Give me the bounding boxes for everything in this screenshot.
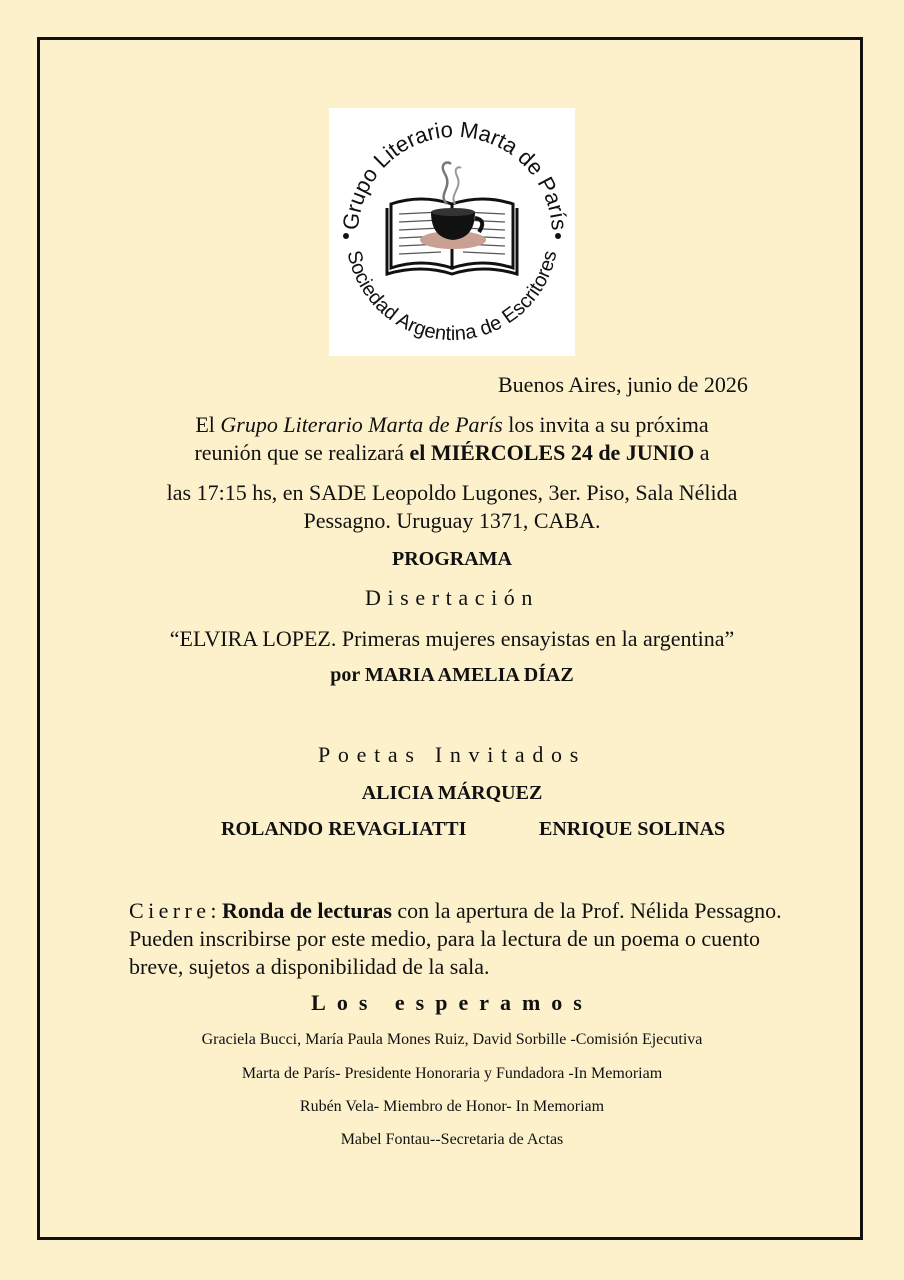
logo-ring-bottom: Sociedad Argentina de Escritores — [342, 248, 562, 346]
programa-heading: PROGRAMA — [392, 548, 512, 570]
talk-title: “ELVIRA LOPEZ. Primeras mujeres ensayistas en la argentina” — [169, 626, 735, 651]
poet-name: ENRIQUE SOLINAS — [539, 818, 726, 840]
credit-line: Graciela Bucci, María Paula Mones Ruiz, David Sorbille -Comisión Ejecutiva — [201, 1031, 703, 1048]
cierre-label: Cierre — [129, 898, 211, 923]
date-line: Buenos Aires, junio de 2026 — [498, 372, 748, 397]
intro-line-2: reunión que se realizará el MIÉRCOLES 24 de JUNIO a — [194, 440, 710, 465]
credit-line: Marta de París- Presidente Honoraria y Fundadora -In Memoriam — [241, 1065, 663, 1082]
cierre-bold: Ronda de lecturas — [222, 898, 392, 923]
credit-line: Mabel Fontau--Secretaria de Actas — [340, 1131, 564, 1148]
poet-name: ROLANDO REVAGLIATTI — [221, 818, 467, 840]
logo — [329, 108, 575, 356]
group-name: Grupo Literario Marta de París — [220, 412, 503, 437]
disertacion-label: Disertación — [364, 585, 539, 610]
book-coffee-cup-icon — [329, 108, 575, 356]
credit-line: Rubén Vela- Miembro de Honor- In Memoriam — [299, 1098, 605, 1115]
speaker: por MARIA AMELIA DÍAZ — [330, 664, 574, 686]
cierre-paragraph: Cierre: Ronda de lecturas con la apertura de la Prof. Nélida Pessagno. Pueden inscribirse por este medio, para la lectura de un poema o cuento breve, sujetos a disponibilidad de la sala. — [129, 898, 782, 979]
intro-line-3: las 17:15 hs, en SADE Leopoldo Lugones, 3er. Piso, Sala Nélida — [166, 480, 738, 505]
logo-ring-top: Grupo Literario Marta de París — [337, 116, 573, 232]
poet-name: ALICIA MÁRQUEZ — [361, 782, 543, 804]
closing-heading: Los esperamos — [311, 990, 593, 1015]
event-date: el MIÉRCOLES 24 de JUNIO — [409, 440, 695, 465]
intro-line-4: Pessagno. Uruguay 1371, CABA. — [303, 508, 601, 533]
poetas-heading: Poetas Invitados — [317, 742, 586, 767]
intro-line-1: El Grupo Literario Marta de París los invita a su próxima — [195, 412, 709, 437]
